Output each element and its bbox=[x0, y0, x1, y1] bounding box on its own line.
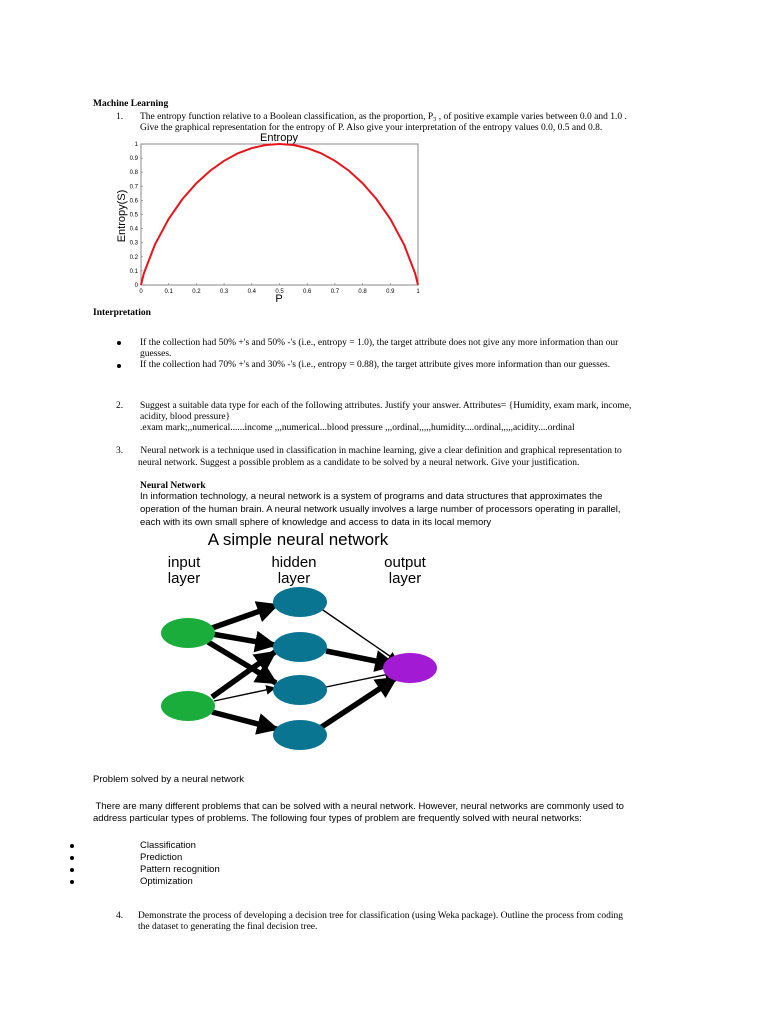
y-tick-label: 1 bbox=[134, 142, 138, 148]
question-4-line-2: the dataset to generating the final decision tree. bbox=[138, 922, 318, 932]
problem-type-classification: Classification bbox=[140, 840, 196, 851]
x-tick-label: 1 bbox=[416, 289, 420, 295]
question-2-line-1: Suggest a suitable data type for each of the following attributes. Justify your answer. Attributes= {Humidity, exam mark, income, bbox=[140, 401, 632, 411]
question-1-line-2: Give the graphical representation for the entropy of P. Also give your interpretation of the entropy values 0.0, 0.5 and 0.8. bbox=[140, 123, 603, 133]
problem-type-optimization: Optimization bbox=[140, 876, 193, 887]
x-tick-label: 0.3 bbox=[219, 289, 229, 295]
question-3-number: 3. bbox=[116, 446, 124, 456]
bullet-dot bbox=[70, 868, 74, 872]
x-tick-label: 0 bbox=[139, 289, 143, 295]
series-entropy-line bbox=[141, 144, 418, 285]
bullet-dot bbox=[117, 364, 121, 368]
section-heading-interpretation: Interpretation bbox=[93, 308, 151, 318]
question-2-number: 2. bbox=[116, 401, 124, 411]
hidden-layer-label-1: hidden bbox=[271, 554, 317, 571]
y-tick-label: 0.3 bbox=[129, 240, 138, 247]
input-layer-label-1: input bbox=[167, 554, 201, 571]
x-axis-label: P bbox=[275, 293, 283, 305]
x-tick-label: 0.5 bbox=[275, 289, 284, 295]
y-axis-label: Entropy(S) bbox=[116, 189, 128, 243]
question-1-number: 1. bbox=[116, 112, 124, 122]
input-layer-label-2: layer bbox=[167, 570, 201, 587]
bullet-dot bbox=[117, 341, 121, 345]
neural-network-definition-line-1: In information technology, a neural network is a system of programs and data structures that approximates the bbox=[140, 491, 603, 502]
problem-paragraph-line-1: There are many different problems that can be solved with a neural network. However, neural networks are commonly used to bbox=[93, 801, 624, 812]
x-tick-label: 0.8 bbox=[358, 289, 367, 295]
y-tick-label: 0.9 bbox=[129, 156, 138, 163]
bullet-dot bbox=[70, 844, 74, 848]
y-tick-label: 0.4 bbox=[129, 226, 138, 233]
chart-title: Entropy bbox=[260, 132, 298, 144]
input-node-2 bbox=[161, 691, 215, 721]
x-tick-label: 0.4 bbox=[247, 289, 256, 295]
hidden-node-1 bbox=[273, 587, 327, 617]
question-3-line-1: Neural network is a technique used in classification in machine learning, give a clear definition and graphical representation to bbox=[138, 446, 622, 456]
y-tick-label: 0.6 bbox=[129, 198, 138, 205]
y-tick-label: 0.5 bbox=[129, 212, 138, 219]
section-heading-machine-learning: Machine Learning bbox=[93, 99, 169, 109]
neural-network-diagram bbox=[150, 528, 460, 756]
hidden-node-4 bbox=[273, 720, 327, 750]
question-4-number: 4. bbox=[116, 911, 124, 921]
problem-type-prediction: Prediction bbox=[140, 852, 183, 863]
neural-network-definition-line-3: each with its own small sphere of knowledge and access to data in its local memory bbox=[140, 517, 492, 528]
output-layer-label-2: layer bbox=[388, 570, 422, 587]
output-layer-label-1: output bbox=[384, 554, 426, 571]
question-2-answer: .exam mark;,,numerical......income ,,,numerical...blood pressure ,,,ordinal,,,,,humidity....ordinal,,,,,acidity....ordinal bbox=[140, 423, 575, 433]
diagram-title: A simple neural network bbox=[207, 530, 389, 549]
x-tick-label: 0.2 bbox=[192, 289, 201, 295]
output-node bbox=[383, 653, 437, 683]
y-tick-label: 0.2 bbox=[129, 254, 138, 261]
interpretation-bullet-1-line-1: If the collection had 50% +'s and 50% -'s (i.e., entropy = 1.0), the target attribute does not give any more information than our bbox=[140, 338, 619, 348]
bullet-dot bbox=[70, 880, 74, 884]
y-tick-label: 0.8 bbox=[129, 170, 138, 177]
neural-network-definition-line-2: operation of the human brain. A neural network usually involves a large number of processors operating in parallel, bbox=[140, 504, 621, 515]
bullet-dot bbox=[70, 856, 74, 860]
y-tick-label: 0.7 bbox=[129, 184, 138, 191]
input-to-hidden-connections bbox=[208, 605, 277, 729]
x-tick-label: 0.7 bbox=[330, 289, 340, 295]
hidden-node-2 bbox=[273, 632, 327, 662]
question-3-line-2: neural network. Suggest a possible problem as a candidate to be solved by a neural network. Give your justification. bbox=[138, 458, 580, 468]
input-node-1 bbox=[161, 618, 215, 648]
hidden-layer-label-2: layer bbox=[277, 570, 311, 587]
section-heading-neural-network: Neural Network bbox=[140, 481, 206, 491]
interpretation-bullet-1-line-2: guesses. bbox=[140, 349, 172, 359]
section-heading-problem-solved: Problem solved by a neural network bbox=[93, 774, 245, 785]
y-tick-label: 0 bbox=[134, 283, 138, 289]
question-4-line-1: Demonstrate the process of developing a decision tree for classification (using Weka package). Outline the process from coding bbox=[138, 911, 623, 921]
plot-frame bbox=[141, 144, 418, 285]
x-tick-label: 0.9 bbox=[386, 289, 395, 295]
problem-paragraph-line-2: address particular types of problems. The following four types of problem are frequently solved with neural networks: bbox=[93, 813, 582, 824]
hidden-node-3 bbox=[273, 675, 327, 705]
question-1-line-1: The entropy function relative to a Boolean classification, as the proportion, P₃ , of positive example varies between 0.0 and 1.0 . bbox=[140, 112, 627, 122]
interpretation-bullet-2: If the collection had 70% +'s and 30% -'s (i.e., entropy = 0.88), the target attribute gives more information than our guesses. bbox=[140, 360, 611, 370]
x-tick-label: 0.1 bbox=[164, 289, 173, 295]
question-2-line-2: acidity, blood pressure} bbox=[140, 412, 231, 422]
entropy-chart bbox=[108, 130, 428, 306]
problem-type-pattern-recognition: Pattern recognition bbox=[140, 864, 220, 875]
x-tick-label: 0.6 bbox=[303, 289, 312, 295]
y-tick-label: 0.1 bbox=[129, 268, 138, 275]
